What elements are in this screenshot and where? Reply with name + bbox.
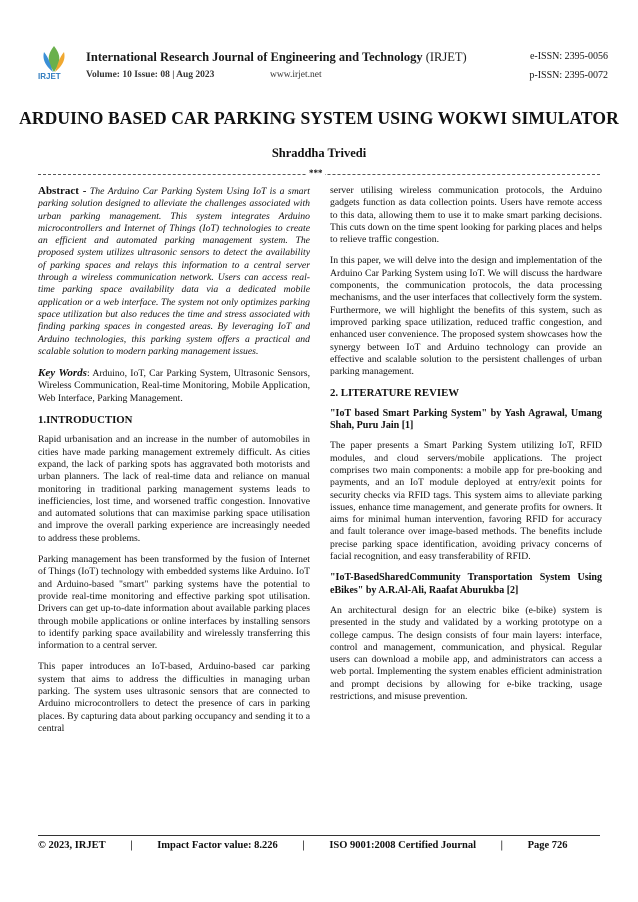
intro-heading: 1.INTRODUCTION: [38, 414, 133, 427]
abstract-label: Abstract -: [38, 185, 87, 197]
footer-separator: |: [500, 840, 503, 851]
journal-abbr: (IRJET): [425, 50, 467, 64]
divider-mark: ***: [309, 168, 323, 178]
right-column: [330, 185, 602, 712]
intro-paragraph-2: Parking management has been transformed by the fusion of Internet of Things (IoT) technology with embedded systems like Arduino. IoT and Arduino-based "smart" parking systems have the potential to provide real-time monitoring and effective parking spot utilisation. Drivers can get up-to-date information about available parking places through mobile applications or online interfaces by installing sensors to identify parking space availability and wirelessly transferring this information to a central server.: [38, 554, 310, 652]
reference-2-title: "IoT-BasedSharedCommunity Transportation System Using eBikes" by A.R.Al-Ali, Raafat Aburukba [2]: [330, 572, 602, 596]
footer-separator: |: [302, 840, 305, 851]
abstract-text: The Arduino Car Parking System Using IoT is a smart parking solution designed to alleviate the challenges associated with urban parking management. This system integrates Arduino microcontrollers and Internet of Things (IoT) technologies to create an efficient and automated parking management system. The proposed system utilizes ultrasonic sensors to detect the availability of parking spaces and relays this information to a central server through a wireless communication network. Users can access real-time parking space availability data via a dedicated mobile application or a web interface. The system not only optimizes parking space utilization but also reduces the time and stress associated with finding parking spaces in congested areas. By leveraging IoT and Arduino technologies, this parking system offers a practical and scalable solution to modern parking management issues.: [38, 186, 310, 357]
literature-heading: 2. LITERATURE REVIEW: [330, 387, 460, 400]
footer-divider: [38, 835, 600, 836]
left-column: [38, 185, 310, 744]
paper-title: ARDUINO BASED CAR PARKING SYSTEM USING WOKWI SIMULATOR: [19, 108, 619, 128]
journal-website-link[interactable]: www.irjet.net: [270, 70, 322, 80]
reference-1-title: "IoT based Smart Parking System" by Yash Agrawal, Umang Shah, Puru Jain [1]: [330, 407, 602, 432]
keywords: [38, 367, 310, 405]
footer-impact-factor: Impact Factor value: 8.226: [157, 840, 278, 851]
logo-text: IRJET: [38, 72, 61, 81]
reference-2-text: An architectural design for an electric bike (e-bike) system is presented in the study and validated by a working prototype on a college campus. The design consists of four main layers: interface, control and management, communication, and physical. Regular users can download a mobile app, and administrators can access a web portal. Implementing the system enables efficient administration and prompt decisions by allowing for e-bike tracking, usage restrictions, and misuse prevention.: [330, 604, 602, 702]
footer-copyright: © 2023, IRJET: [38, 840, 106, 851]
intro-paragraph-4: In this paper, we will delve into the design and implementation of the Arduino Car Parking System using IoT. We will discuss the hardware components, the communication protocols, the data processing mechanisms, and the user interfaces that collectively form the system. Furthermore, we will highlight the benefits of this system, such as improved parking space utilization, reduced traffic congestion, and enhanced user convenience. The proposed system showcases how the synergy between IoT and Arduino technology can provide an effective and scalable solution to the persistent challenges of urban parking management.: [330, 255, 602, 378]
reference-1-text: The paper presents a Smart Parking System utilizing IoT, RFID modules, and cloud servers/mobile applications. The project comprises two main components: a mobile app for pre-booking and payments, and an IoT module deployed at entry/exit points for security checks via RFID tags. This system aims to alleviate parking issues, enhance time management, and generate profits for owners. It aims for minimal human intervention, favoring RFID for accuracy and fault tolerance over image-based methods. The benefits include precise parking space identification, avoiding privacy concerns of facial recognition, and easy transferability of RFID.: [330, 440, 602, 563]
footer-separator: |: [130, 840, 133, 851]
abstract: [38, 185, 310, 358]
footer-page-number: Page 726: [527, 840, 568, 851]
journal-header: [38, 42, 608, 88]
volume-info: Volume: 10 Issue: 08 | Aug 2023: [86, 70, 215, 80]
journal-name: International Research Journal of Engineering and Technology (IRJET): [86, 50, 467, 64]
page-footer: [38, 840, 568, 851]
intro-paragraph-3-continued: server utilising wireless communication protocols, the Arduino gadgets function as data collection points. Users have remote access to this data, allowing them to use it to make smart parking decisions. This cuts down on the time spent looking for parking places and helps to relieve traffic congestion.: [330, 185, 602, 246]
keywords-text: : Arduino, IoT, Car Parking System, Ultrasonic Sensors, Wireless Communication, Real-time Monitoring, Mobile Application, Web Interface, Parking Management.: [38, 368, 310, 404]
author-name: Shraddha Trivedi: [271, 146, 367, 160]
intro-paragraph-3: This paper introduces an IoT-based, Arduino-based car parking system that aims to address the difficulties in managing urban parking. The system uses ultrasonic sensors that are connected to Arduino microcontrollers to detect the presence of cars in parking places. By capturing data about parking occupancy and sending it to a central: [38, 661, 310, 734]
intro-paragraph-1: Rapid urbanisation and an increase in the number of automobiles in cities have made parking management extremely difficult. As cities expand, the lack of parking spots has aggravated both motorists and urban planners. The lack of real-time data and reliance on manual monitoring in traditional parking management systems leads to inefficiencies, lost time, and worsened traffic congestion. Innovative and automated solutions that can maximise parking space utilisation and improve the overall parking experience are increasingly needed to address these problems.: [38, 434, 310, 544]
keywords-label: Key Words: [38, 367, 87, 380]
eissn: e-ISSN: 2395-0056: [529, 51, 608, 62]
footer-iso: ISO 9001:2008 Certified Journal: [329, 840, 477, 851]
pissn: p-ISSN: 2395-0072: [529, 70, 608, 81]
